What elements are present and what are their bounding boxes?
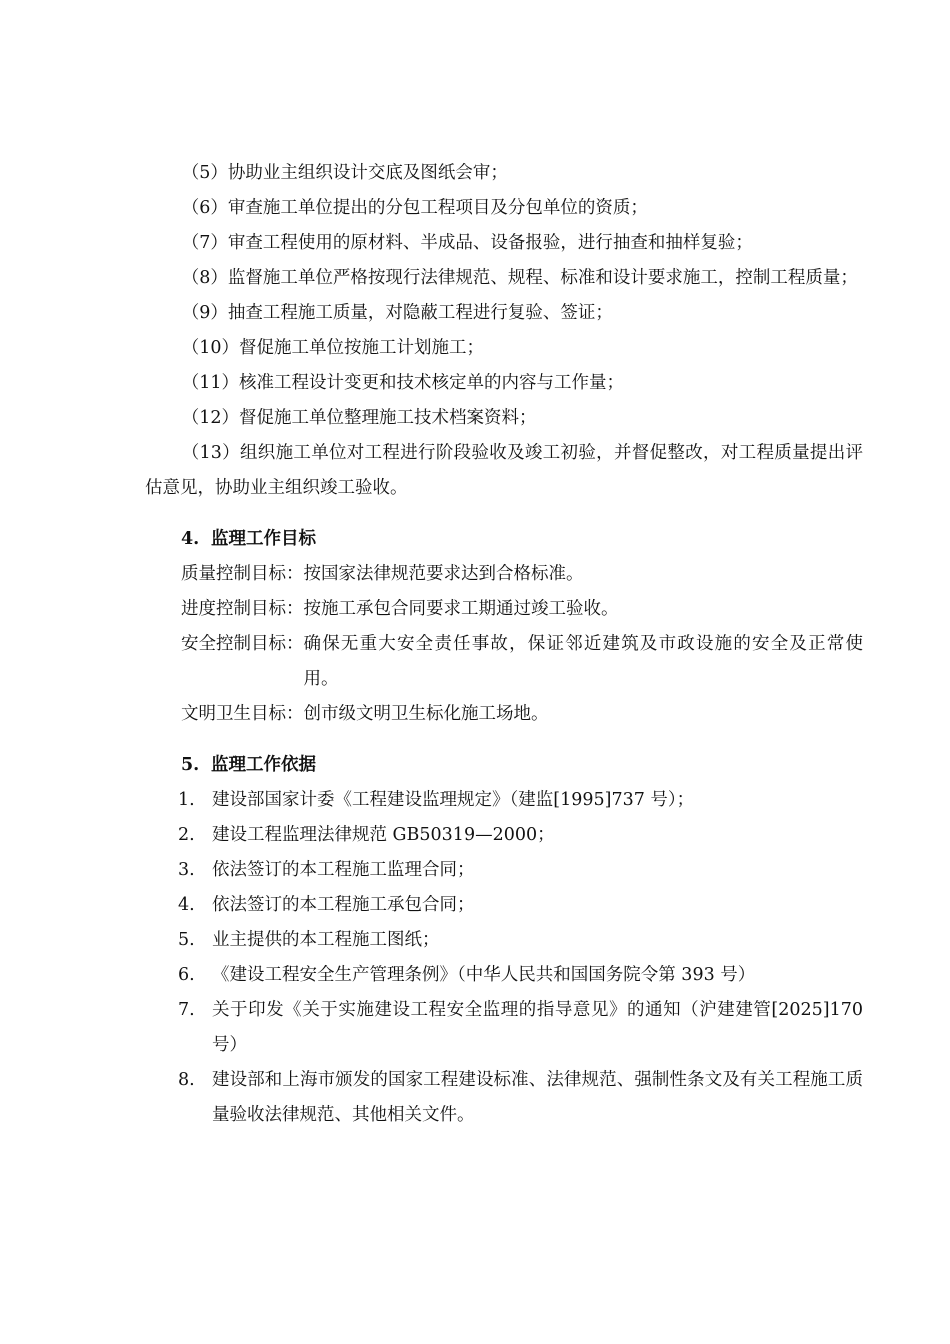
basis-item-4 [145, 888, 863, 923]
basis-item-8 [145, 1063, 863, 1133]
list-text: 依法签订的本工程施工监理合同； [212, 860, 475, 880]
list-number: 6. [178, 965, 195, 985]
list-text: 业主提供的本工程施工图纸； [212, 930, 440, 950]
goal-label: 文明卫生目标： [181, 704, 304, 724]
list-number: 2. [178, 825, 195, 845]
basis-item-7 [145, 993, 863, 1063]
list-text: 关于印发《关于实施建设工程安全监理的指导意见》的通知（沪建建管[2025]170 号） [212, 1000, 863, 1055]
basis-item-1 [145, 783, 863, 818]
duty-item-7: （7）审查工程使用的原材料、半成品、设备报验，进行抽查和抽样复验； [181, 233, 753, 253]
section-4-heading [145, 522, 863, 557]
list-number: 4. [178, 895, 195, 915]
goal-value: 按国家法律规范要求达到合格标准。 [303, 564, 584, 584]
list-number: 7. [178, 1000, 195, 1020]
duty-item-11: （11）核准工程设计变更和技术核定单的内容与工作量； [181, 373, 625, 393]
list-number: 8. [178, 1070, 195, 1090]
basis-item-5 [145, 923, 863, 958]
goal-hygiene [145, 697, 863, 732]
section-5-number: 5. [181, 755, 200, 775]
goal-label: 质量控制目标： [181, 564, 304, 584]
list-text: 建设工程监理法律规范 GB50319—2000； [212, 825, 555, 845]
duty-item-6: （6）审查施工单位提出的分包工程项目及分包单位的资质； [181, 198, 648, 218]
goal-safety [145, 627, 863, 697]
basis-item-2 [145, 818, 863, 853]
list-text: 建设部国家计委《工程建设监理规定》（建监[1995]737 号）； [212, 790, 695, 810]
list-number: 1. [178, 790, 195, 810]
basis-item-3 [145, 853, 863, 888]
duty-item-9: （9）抽查工程施工质量，对隐蔽工程进行复验、签证； [181, 303, 613, 323]
list-number: 5. [178, 930, 195, 950]
goal-value: 按施工承包合同要求工期通过竣工验收。 [303, 599, 619, 619]
goal-quality [145, 557, 863, 592]
goal-value: 确保无重大安全责任事故，保证邻近建筑及市政设施的安全及正常使用。 [303, 634, 863, 689]
goal-label: 进度控制目标： [181, 599, 304, 619]
duty-item-13: （13）组织施工单位对工程进行阶段验收及竣工初验，并督促整改，对工程质量提出评估意见，协助业主组织竣工验收。 [145, 443, 863, 498]
duty-item-5: （5）协助业主组织设计交底及图纸会审； [181, 163, 508, 183]
section-4-title: 监理工作目标 [211, 529, 316, 549]
document-page [145, 156, 863, 1133]
duty-item-8: （8）监督施工单位严格按现行法律规范、规程、标准和设计要求施工，控制工程质量； [181, 268, 858, 288]
goal-label: 安全控制目标： [181, 634, 304, 654]
duty-item-10: （10）督促施工单位按施工计划施工； [181, 338, 485, 358]
section-5-title: 监理工作依据 [211, 755, 316, 775]
basis-item-6 [145, 958, 863, 993]
list-text: 《建设工程安全生产管理条例》（中华人民共和国国务院令第 393 号） [212, 965, 756, 985]
list-number: 3. [178, 860, 195, 880]
section-5-heading [145, 748, 863, 783]
list-text: 建设部和上海市颁发的国家工程建设标准、法律规范、强制性条文及有关工程施工质量验收法律规范、其他相关文件。 [212, 1070, 863, 1125]
goal-schedule [145, 592, 863, 627]
duty-item-12: （12）督促施工单位整理施工技术档案资料； [181, 408, 537, 428]
list-text: 依法签订的本工程施工承包合同； [212, 895, 475, 915]
section-4-number: 4. [181, 529, 200, 549]
goal-value: 创市级文明卫生标化施工场地。 [303, 704, 549, 724]
